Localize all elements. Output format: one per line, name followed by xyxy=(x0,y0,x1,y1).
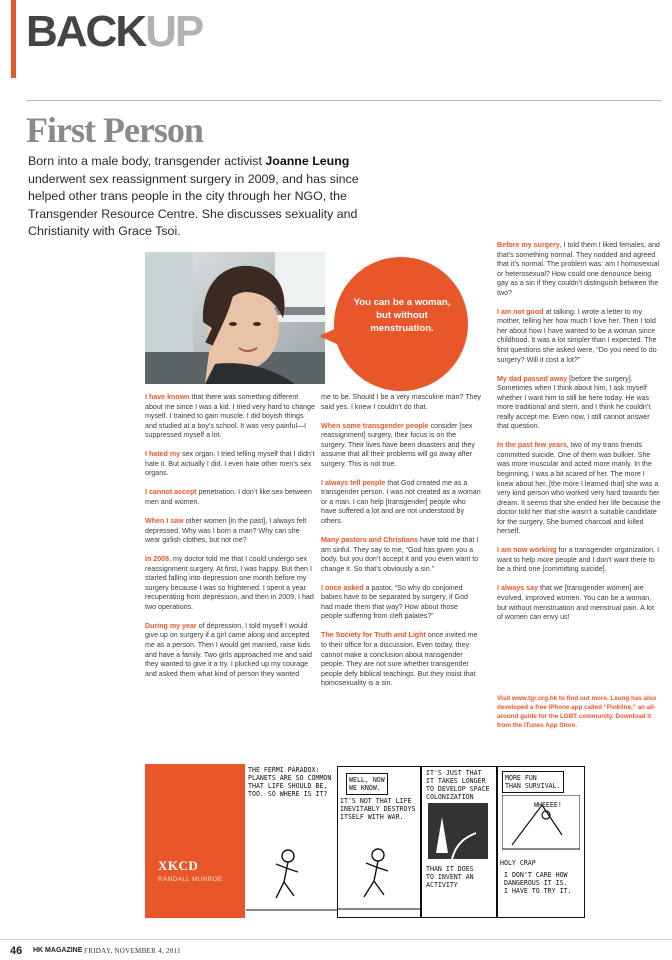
masthead-back: BACK xyxy=(26,7,146,56)
paragraph-text: , I told them I liked females, and that’s something normal. They nodded and agreed that it’s normal. The problem was: am I homosexual or heterosexual? How could one denounce being gay as a sin if they couldn’t distinguish between the two? xyxy=(497,241,660,297)
paragraph-text: at talking. I wrote a letter to my mother, telling her how much I love her. Then I told her about how I have wanted to be a woman since childhood. It was a lot simpler than I expected. The first questions she asked were, “Do you need to do surgery? Will it cost a lot?” xyxy=(497,307,657,364)
paragraph-lead-in: I cannot accept xyxy=(145,488,197,497)
comic-panel-2 xyxy=(337,766,421,918)
article-paragraph xyxy=(145,488,315,507)
comic-label-box xyxy=(145,764,245,918)
comic-panel-3-caption-b: THAN IT DOES TO INVENT AN ACTIVITY xyxy=(426,865,474,889)
comic-panel-2-caption-b: IT'S NOT THAT LIFE INEVITABLY DESTROYS ITSELF WITH WAR. xyxy=(340,797,416,821)
paragraph-text: sex organ. I tried telling myself that I didn’t hate it. But actually I did. I even hate other men’s sex organs. xyxy=(145,450,315,478)
intro-text-start: Born into a male body, transgender activist xyxy=(28,154,266,168)
running-figure-drawing xyxy=(246,806,337,918)
masthead-up: UP xyxy=(145,7,203,56)
comic-panel-1 xyxy=(246,766,337,918)
comic-author: RANDALL MUNROE xyxy=(158,876,223,883)
article-paragraph xyxy=(145,450,315,479)
paragraph-lead-in: I once asked xyxy=(321,583,364,592)
rocket-launch-drawing xyxy=(422,803,496,863)
paragraph-text: that God created me as a transgender person. I was not created as a woman or a man. I can help [transgender] people who have suffered a lot and are not understood by others. xyxy=(321,478,481,526)
comic-panel-4 xyxy=(497,766,585,918)
paragraph-lead-in: My dad passed away xyxy=(497,374,568,383)
article-paragraph xyxy=(321,479,481,527)
comic-panel-4-caption-d: I DON'T CARE HOW DANGEROUS IT IS. I HAVE TO TRY IT. xyxy=(504,871,572,895)
footnote: Visit www.tgr.org.hk to find out more. Leung has also developed a free iPhone app called “Pinkline,” an all-around guide for the LGBT community. Download it from the iTunes App Store. xyxy=(497,695,657,729)
footnote-block xyxy=(497,694,661,740)
comic-panel-4-caption-a: MORE FUN THAN SURVIVAL. xyxy=(502,771,564,793)
article-intro xyxy=(28,153,388,241)
intro-text-end: underwent sex reassignment surgery in 2009, and has since helped other trans people in the city through her NGO, the Transgender Resource Centre. She discusses sexuality and Christianity with Grace Tsoi. xyxy=(28,171,359,238)
paragraph-text: that there was something different about me since I was a kid. I tried very hard to change myself. I trained to gain muscle. I did boyish things and studied at a boy’s school. It was very painful—I suppressed myself a lot. xyxy=(145,393,315,440)
article-paragraph xyxy=(145,622,315,679)
header-divider xyxy=(26,100,662,101)
article-paragraph xyxy=(321,536,481,574)
paragraph-text: a pastor, “So why do conjoined babies have to be separated by surgery, if God had made them that way? How about those people suffering from cleft palates?” xyxy=(321,583,468,621)
article-paragraph xyxy=(321,631,481,688)
paragraph-text: penetration. I don’t like sex between men and women. xyxy=(145,488,312,506)
paragraph-text: once invited me to their office for a discussion. Even today, they cannot make a conclusion about transgender people. They are not sure whether transgender people defy biblical teachings. But they insist that homosexuality is a sin. xyxy=(321,631,478,688)
article-paragraph xyxy=(497,241,661,298)
paragraph-lead-in: The Society for Truth and Light xyxy=(321,631,426,640)
paragraph-text: other women [in the past], I always felt depressed. Why was I born a man? Why can she wear girlish clothes, but not me? xyxy=(145,516,307,545)
pull-quote: You can be a woman, but without menstruation. xyxy=(353,297,451,334)
paragraph-lead-in: I am not good xyxy=(497,307,544,316)
article-paragraph xyxy=(321,584,481,622)
paragraph-lead-in: I am now working xyxy=(497,546,557,555)
article-paragraph xyxy=(497,546,661,575)
article-title: First Person xyxy=(26,110,203,150)
paragraph-lead-in: I always tell people xyxy=(321,478,386,487)
paragraph-lead-in: I hated my xyxy=(145,450,181,459)
paragraph-text: that we [transgender women] are evolved, improved women. You can be a woman, but without menstruation and menstrual pain. A lot of women can envy us! xyxy=(497,584,654,622)
issue-date: FRIDAY, NOVEMBER 4, 2011 xyxy=(84,947,181,955)
paragraph-lead-in: In the past few years xyxy=(497,441,567,450)
paragraph-lead-in: Many pastors and Christians xyxy=(321,536,418,545)
paragraph-text: of depression, I told myself I would give up on surgery if a girl came along and accepted me as a person. Then I would get married, raise kids and have a family. Two girls approached me and said they wanted to give it a try. I plucked up my courage and asked them what kind of person they wanted xyxy=(145,621,312,678)
comic-panel-3-caption-a: IT'S JUST THAT IT TAKES LONGER TO DEVELOP SPACE COLONIZATION xyxy=(426,769,490,801)
running-figure-drawing-2 xyxy=(338,827,420,917)
article-paragraph xyxy=(145,393,315,441)
article-paragraph xyxy=(145,517,315,546)
paragraph-text: me to be. Should I be a very masculine man? They said yes. I knew I couldn’t do that. xyxy=(321,393,481,411)
comic-panel-4-caption-c: HOLY CRAP xyxy=(500,859,536,867)
footer-divider xyxy=(0,939,672,940)
paragraph-text: [before the surgery]. Sometimes when I think about him, I ask myself whether I want him to still be here today. He was more traditional and stern, and I think he couldn’t really accept me. Even now, I still cannot answer that question. xyxy=(497,374,651,431)
portrait-photo xyxy=(145,252,325,384)
article-paragraph xyxy=(497,308,661,365)
comic-panel-1-caption: THE FERMI PARADOX: PLANETS ARE SO COMMON THAT LIFE SHOULD BE, TOO. SO WHERE IS IT? xyxy=(248,766,332,798)
paragraph-text: consider [sex reassignment] surgery, their focus is on the surgery. Their lives have been disasters and they assume that all their problems will go away after surgery. This is not true. xyxy=(321,421,475,468)
comic-panel-2-caption-a: WELL, NOW WE KNOW. xyxy=(346,773,388,795)
paragraph-lead-in: In 2008 xyxy=(145,555,170,564)
paragraph-text: , my doctor told me that I could undergo sex reassignment surgery. At first, I was happy. But then I started falling into depression one month before my surgery because I was so frightened. I spent a year recuperating from depression, and then in 2009, I had two operations. xyxy=(145,555,314,611)
article-paragraph xyxy=(145,555,315,612)
magazine-name: HK MAGAZINE xyxy=(33,947,83,954)
page-number: 46 xyxy=(10,945,23,957)
column-1 xyxy=(145,393,315,689)
paragraph-text: for a transgender organization. I want to help more people and I don’t want there to be a third one [committing suicide]. xyxy=(497,546,660,574)
column-3 xyxy=(497,241,661,632)
section-masthead xyxy=(26,7,203,56)
paragraph-text: , two of my trans friends committed suicide. One of them was bulkier. She was more muscular and acted more manly. In the beginning, I was a bit scared of her. The more I knew about her, [the more I learned that] she was a very kind person who worked very hard towards her dream. It seems that she ended her life because the doctor told her that she wasn’t a suitable candidate for the surgery. She burned charcoal and killed herself. xyxy=(497,441,661,536)
paragraph-text: have told me that I am sinful. They say to me, “God has given you a body, but you don’t accept it and you even want to change it. So that’s obviously a sin.” xyxy=(321,536,479,573)
article-paragraph xyxy=(321,422,481,470)
column-2 xyxy=(321,393,481,698)
article-paragraph xyxy=(497,375,661,432)
section-accent-bar xyxy=(11,0,16,78)
paragraph-lead-in: When some transgender people xyxy=(321,421,429,430)
paragraph-lead-in: I have known xyxy=(145,393,190,401)
intro-name: Joanne Leung xyxy=(265,154,350,168)
paragraph-lead-in: When I saw xyxy=(145,516,184,525)
article-paragraph xyxy=(497,441,661,536)
comic-name: XKCD xyxy=(158,858,199,873)
article-paragraph xyxy=(497,584,661,622)
paragraph-lead-in: I always say xyxy=(497,584,539,593)
paragraph-lead-in: Before my surgery xyxy=(497,241,560,249)
paragraph-lead-in: During my year xyxy=(145,621,197,630)
comic-panel-3 xyxy=(421,766,497,918)
article-paragraph xyxy=(321,393,481,412)
comic-panel-4-caption-b: WHEEEE! xyxy=(534,801,562,809)
